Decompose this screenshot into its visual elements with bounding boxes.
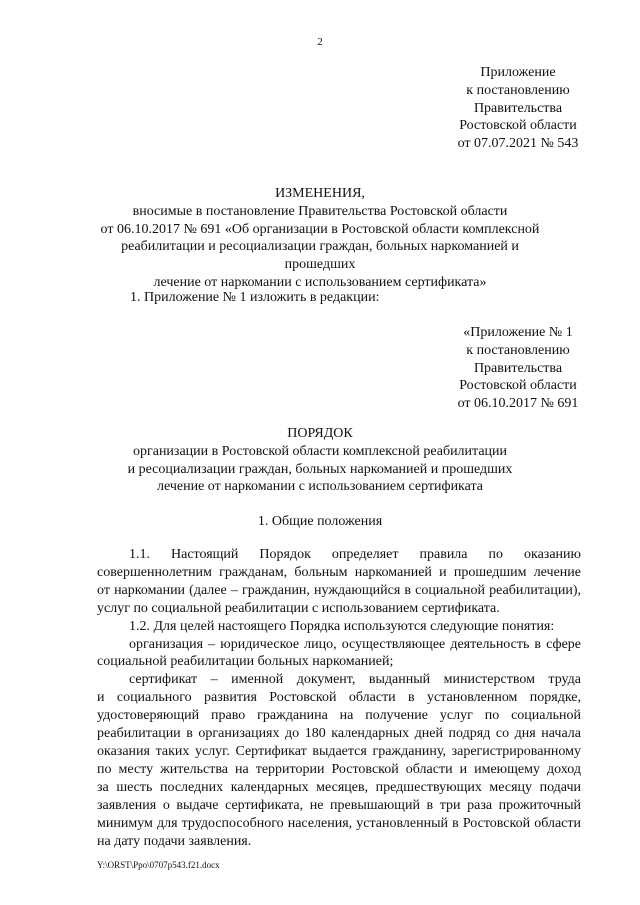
body-line: организация – юридическое лицо, осуществляющее деятельность в сфере [129, 636, 581, 652]
order-subtitle-line: организации в Ростовской области комплексной реабилитации [132, 444, 508, 459]
appendix-header-line: Правительства [473, 100, 563, 116]
changes-subtitle-line: лечение от наркомании с использованием сертификата» [153, 274, 487, 290]
appendix-header-line: к постановлению [466, 82, 570, 98]
body-line: сертификат – именной документ, выданный министерством труда [129, 672, 581, 688]
footer-file-path: Y:\ORST\Ppo\0707p543.f21.docx [97, 860, 220, 870]
changes-subtitle [96, 203, 544, 292]
body-line: совершеннолетним гражданам, больным наркоманией и прошедшим лечение [97, 564, 581, 580]
instruction-paragraph: 1. Приложение № 1 изложить в редакции: [130, 290, 380, 305]
appendix-quoted-line: Правительства [473, 360, 563, 376]
appendix-header [443, 64, 593, 153]
appendix-header-line: Приложение [480, 65, 556, 80]
body-line: от наркомании (далее – гражданин, нуждающийся в социальной реабилитации), [97, 582, 581, 598]
changes-subtitle-line: вносимые в постановление Правительства Ростовской области [132, 204, 508, 219]
body-line: 1.2. Для целей настоящего Порядка используются следующие понятия: [129, 618, 555, 634]
body-line: на дату подачи заявления. [97, 833, 252, 849]
body-line: социальной реабилитации больных наркоманией; [97, 654, 394, 670]
body-line: реабилитации в организациях до 180 календарных дней подряд со дня начала [97, 726, 581, 742]
body-line: по месту жительства на территории Ростовской области и имеющему доход [97, 761, 581, 777]
body-line: услуг по социальной реабилитации с использованием сертификата. [97, 600, 500, 616]
body-line: заявления о выдаче сертификата, не превышающий в три раза прожиточный [97, 797, 581, 813]
appendix-quoted-line: к постановлению [466, 342, 570, 358]
body-line: удостоверяющий право гражданина на получение услуг по социальной [97, 708, 581, 724]
changes-subtitle-line: реабилитации и ресоциализации граждан, больных наркоманией и прошедших [121, 239, 519, 273]
body-line: и социального развития Ростовской области в установленном порядке, [97, 690, 581, 706]
changes-title-text: ИЗМЕНЕНИЯ, [275, 186, 365, 201]
appendix-header-line: Ростовской области [459, 118, 577, 134]
order-subtitle [96, 443, 544, 496]
page-number: 2 [317, 36, 323, 48]
body-line: минимум для трудоспособного населения, установленный в Ростовской области [97, 815, 581, 831]
body-line: оказания таких услуг. Сертификат выдается гражданину, зарегистрированному [97, 743, 581, 759]
appendix-header-line: от 07.07.2021 № 543 [457, 136, 579, 152]
changes-title [96, 185, 544, 203]
appendix-quoted [443, 324, 593, 413]
order-title-text: ПОРЯДОК [287, 426, 353, 441]
body-text [97, 546, 581, 850]
appendix-quoted-line: от 06.10.2017 № 691 [457, 396, 579, 412]
body-line: за шесть последних календарных месяцев, предшествующих месяцу подачи [97, 779, 581, 795]
order-subtitle-line: лечение от наркомании с использованием сертификата [157, 479, 483, 495]
order-subtitle-line: и ресоциализации граждан, больных наркоманией и прошедших [127, 461, 513, 477]
appendix-quoted-line: «Приложение № 1 [463, 325, 573, 340]
order-title [96, 425, 544, 443]
changes-subtitle-line: от 06.10.2017 № 691 «Об организации в Ростовской области комплексной [100, 221, 540, 237]
body-line: 1.1. Настоящий Порядок определяет правила по оказанию [129, 547, 581, 562]
section-title: 1. Общие положения [257, 514, 383, 529]
appendix-quoted-line: Ростовской области [459, 378, 577, 394]
